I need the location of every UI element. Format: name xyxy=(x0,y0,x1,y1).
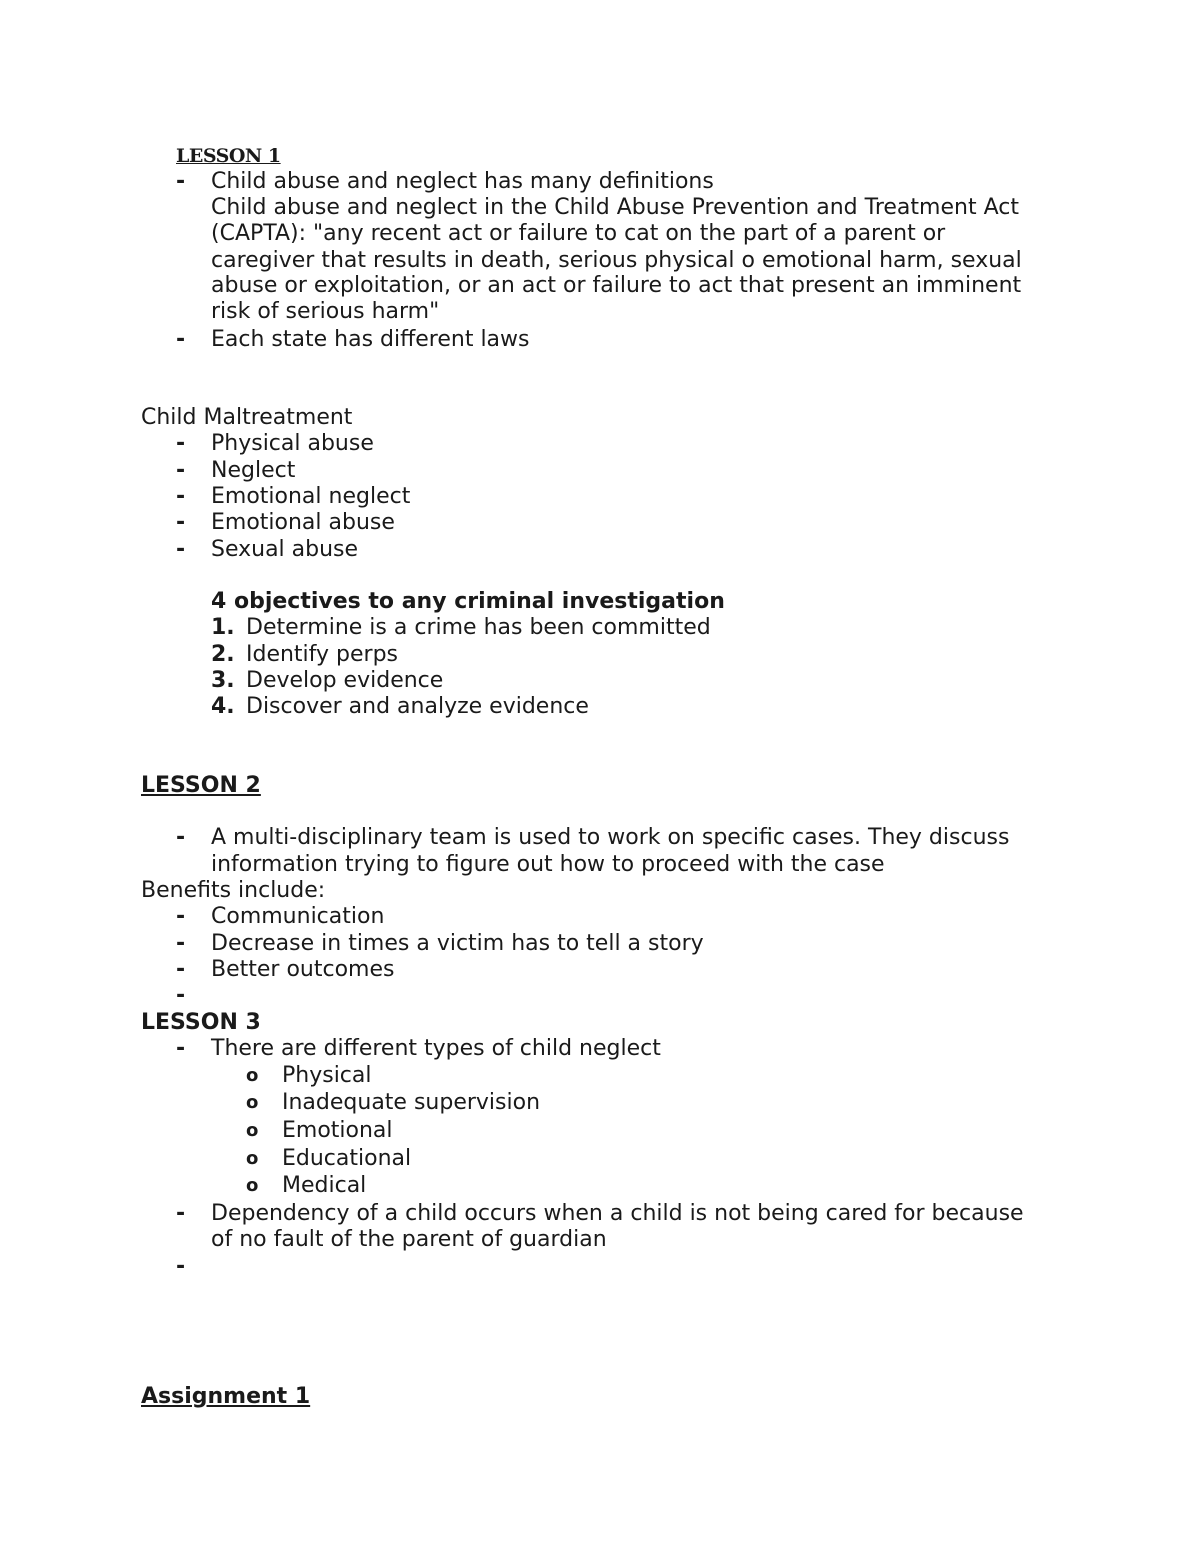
assignment-heading: Assignment 1 xyxy=(141,1384,311,1409)
lesson1-item-cont: Child abuse and neglect in the Child Abuse Prevention and Treatment Act xyxy=(211,195,1019,220)
bullet-dash: - xyxy=(176,510,186,535)
bullet-o: o xyxy=(246,1175,259,1196)
benefits-title: Benefits include: xyxy=(141,878,326,903)
objective-number: 3. xyxy=(211,668,235,693)
lesson3-item: Dependency of a child occurs when a child is not being cared for because xyxy=(211,1201,1024,1226)
bullet-dash: - xyxy=(176,458,186,483)
lesson2-heading: LESSON 2 xyxy=(141,773,261,798)
neglect-type-item: Emotional xyxy=(282,1118,393,1143)
bullet-dash: - xyxy=(176,957,186,982)
lesson1-item: Child abuse and neglect has many definitions xyxy=(211,169,714,194)
maltreatment-item: Physical abuse xyxy=(211,431,374,456)
bullet-dash: - xyxy=(176,169,186,194)
lesson1-item: Each state has different laws xyxy=(211,327,530,352)
neglect-type-item: Educational xyxy=(282,1146,412,1171)
maltreatment-title: Child Maltreatment xyxy=(141,405,353,430)
bullet-dash: - xyxy=(176,1254,186,1279)
lesson3-heading: LESSON 3 xyxy=(141,1010,261,1035)
bullet-dash: - xyxy=(176,537,186,562)
benefit-item: Better outcomes xyxy=(211,957,395,982)
bullet-dash: - xyxy=(176,904,186,929)
lesson1-heading: LESSON 1 xyxy=(176,145,281,167)
lesson1-item-cont: caregiver that results in death, serious physical o emotional harm, sexual xyxy=(211,248,1022,273)
objective-item: Determine is a crime has been committed xyxy=(246,615,711,640)
bullet-dash: - xyxy=(176,431,186,456)
bullet-o: o xyxy=(246,1065,259,1086)
bullet-dash: - xyxy=(176,1201,186,1226)
neglect-type-item: Medical xyxy=(282,1173,367,1198)
objective-item: Discover and analyze evidence xyxy=(246,694,589,719)
bullet-dash: - xyxy=(176,931,186,956)
maltreatment-item: Emotional abuse xyxy=(211,510,395,535)
lesson3-item-cont: of no fault of the parent of guardian xyxy=(211,1227,607,1252)
bullet-dash: - xyxy=(176,1036,186,1061)
bullet-dash: - xyxy=(176,983,186,1008)
bullet-dash: - xyxy=(176,484,186,509)
maltreatment-item: Emotional neglect xyxy=(211,484,411,509)
maltreatment-item: Sexual abuse xyxy=(211,537,359,562)
neglect-type-item: Inadequate supervision xyxy=(282,1090,541,1115)
bullet-o: o xyxy=(246,1148,259,1169)
objective-item: Develop evidence xyxy=(246,668,444,693)
objective-item: Identify perps xyxy=(246,642,399,667)
lesson2-item: A multi-disciplinary team is used to work on specific cases. They discuss xyxy=(211,825,1010,850)
lesson1-item-cont: abuse or exploitation, or an act or failure to act that present an imminent xyxy=(211,273,1022,298)
objective-number: 4. xyxy=(211,694,235,719)
objectives-title: 4 objectives to any criminal investigation xyxy=(211,589,725,614)
objective-number: 2. xyxy=(211,642,235,667)
lesson3-item: There are different types of child neglect xyxy=(211,1036,661,1061)
bullet-o: o xyxy=(246,1092,259,1113)
objective-number: 1. xyxy=(211,615,235,640)
benefit-item: Decrease in times a victim has to tell a story xyxy=(211,931,704,956)
lesson1-item-cont: risk of serious harm" xyxy=(211,299,440,324)
bullet-dash: - xyxy=(176,327,186,352)
lesson2-item-cont: information trying to figure out how to proceed with the case xyxy=(211,852,885,877)
neglect-type-item: Physical xyxy=(282,1063,372,1088)
benefit-item: Communication xyxy=(211,904,385,929)
lesson1-item-cont: (CAPTA): "any recent act or failure to cat on the part of a parent or xyxy=(211,221,946,246)
bullet-o: o xyxy=(246,1120,259,1141)
maltreatment-item: Neglect xyxy=(211,458,296,483)
bullet-dash: - xyxy=(176,825,186,850)
